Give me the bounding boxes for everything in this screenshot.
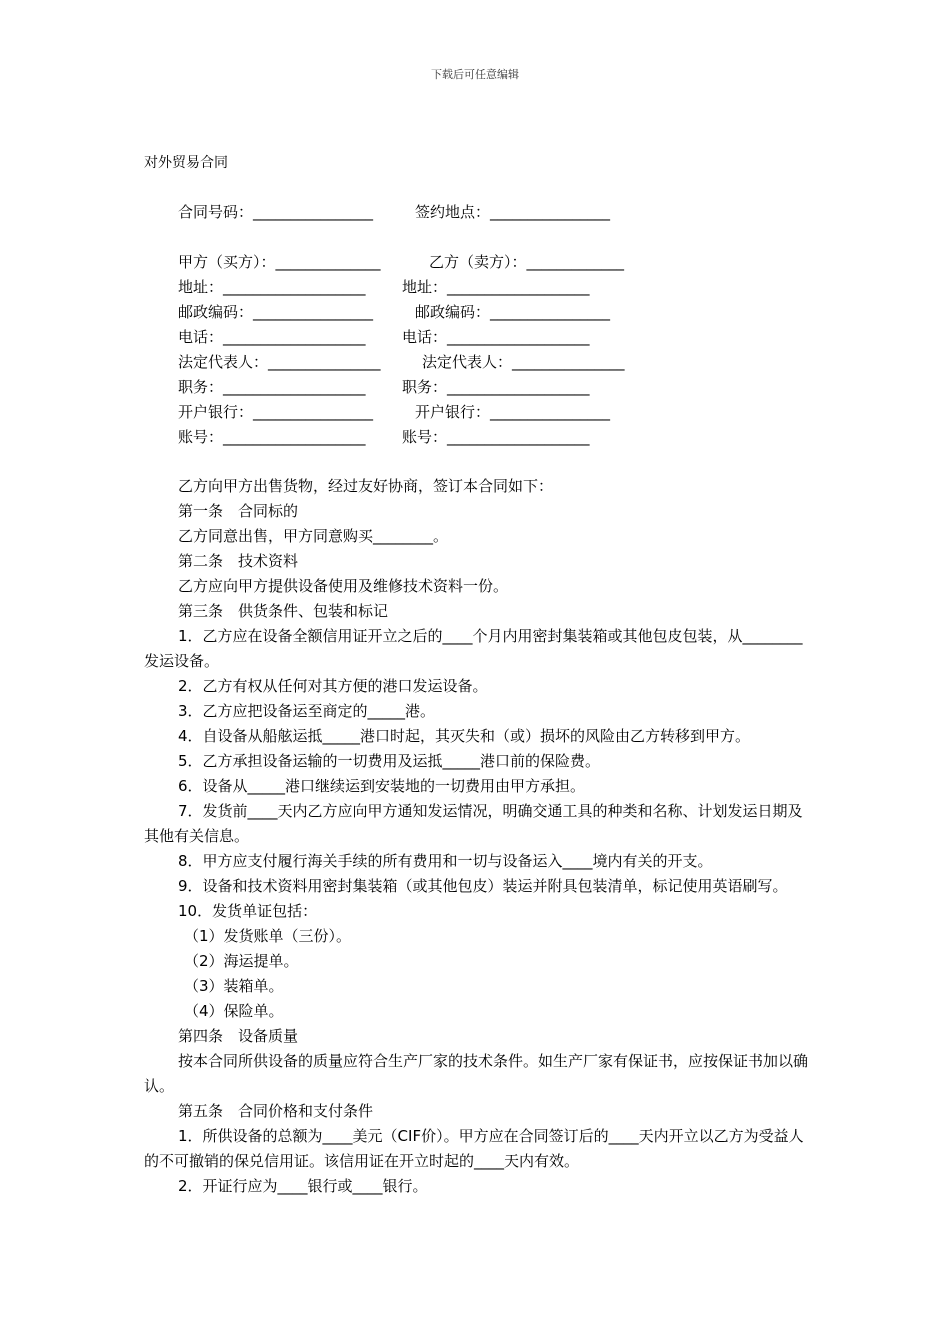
contract-paragraph: 3．乙方应把设备运至商定的_____港。 bbox=[178, 702, 436, 720]
party-row bbox=[144, 350, 810, 375]
contract-number-field: 合同号码：________________ bbox=[178, 203, 374, 221]
party-row bbox=[144, 300, 810, 325]
contract-paragraph: 9．设备和技术资料用密封集装箱（或其他包皮）装运并附具包装清单，标记使用英语刷写。 bbox=[178, 877, 788, 895]
contract-body bbox=[144, 474, 810, 1199]
seller-field: 职务：___________________ bbox=[402, 378, 590, 396]
buyer-field: 职务：___________________ bbox=[178, 378, 366, 396]
buyer-field: 电话：___________________ bbox=[178, 328, 366, 346]
contract-paragraph: 1．所供设备的总额为____美元（CIF价）。甲方应在合同签订后的____天内开立以乙方为受益人的不可撤销的保兑信用证。该信用证在开立时起的____天内有效。 bbox=[144, 1127, 804, 1170]
document-title: 对外贸易合同 bbox=[144, 155, 228, 171]
page-header-note: 下载后可任意编辑 bbox=[431, 68, 519, 81]
contract-paragraph: 第一条 合同标的 bbox=[178, 502, 299, 520]
buyer-field: 地址：___________________ bbox=[178, 278, 366, 296]
party-row bbox=[144, 425, 810, 450]
contract-paragraph: 1．乙方应在设备全额信用证开立之后的____个月内用密封集装箱或其他包皮包装，从________发运设备。 bbox=[144, 627, 803, 670]
seller-field: 开户银行：________________ bbox=[415, 403, 611, 421]
contract-paragraph: 2．乙方有权从任何对其方便的港口发运设备。 bbox=[178, 677, 488, 695]
seller-field: 账号：___________________ bbox=[402, 428, 590, 446]
buyer-field: 账号：___________________ bbox=[178, 428, 366, 446]
seller-field: 邮政编码：________________ bbox=[415, 303, 611, 321]
contract-paragraph: 第四条 设备质量 bbox=[178, 1027, 299, 1045]
buyer-field: 开户银行：________________ bbox=[178, 403, 374, 421]
contract-paragraph: 10．发货单证包括： bbox=[178, 902, 318, 920]
contract-paragraph: 5．乙方承担设备运输的一切费用及运抵_____港口前的保险费。 bbox=[178, 752, 601, 770]
contract-paragraph: 7．发货前____天内乙方应向甲方通知发运情况，明确交通工具的种类和名称、计划发运日期及其他有关信息。 bbox=[144, 802, 803, 845]
party-row bbox=[144, 375, 810, 400]
buyer-field: 甲方（买方）：______________ bbox=[178, 253, 381, 271]
contract-paragraph: 4．自设备从船舷运抵_____港口时起，其灭失和（或）损坏的风险由乙方转移到甲方。 bbox=[178, 727, 751, 745]
party-row bbox=[144, 250, 810, 275]
seller-field: 乙方（卖方）：_____________ bbox=[429, 253, 625, 271]
buyer-field: 邮政编码：________________ bbox=[178, 303, 374, 321]
seller-field: 法定代表人：_______________ bbox=[422, 353, 625, 371]
party-row bbox=[144, 400, 810, 425]
document-list-item: （2）海运提单。 bbox=[184, 952, 299, 970]
seller-field: 电话：___________________ bbox=[402, 328, 590, 346]
buyer-field: 法定代表人：_______________ bbox=[178, 353, 381, 371]
seller-field: 地址：___________________ bbox=[402, 278, 590, 296]
document-list-item: （1）发货账单（三份）。 bbox=[184, 927, 352, 945]
contract-paragraph: 第三条 供货条件、包装和标记 bbox=[178, 602, 389, 620]
contract-paragraph: 乙方向甲方出售货物，经过友好协商，签订本合同如下： bbox=[178, 477, 554, 495]
contract-paragraph: 第五条 合同价格和支付条件 bbox=[178, 1102, 374, 1120]
party-row bbox=[144, 325, 810, 350]
contract-paragraph: 6．设备从_____港口继续运到安装地的一切费用由甲方承担。 bbox=[178, 777, 586, 795]
contract-paragraph: 乙方应向甲方提供设备使用及维修技术资料一份。 bbox=[178, 577, 509, 595]
sign-place-field: 签约地点：________________ bbox=[415, 203, 611, 221]
document-list-item: （4）保险单。 bbox=[184, 1002, 284, 1020]
party-row bbox=[144, 275, 810, 300]
contract-paragraph: 按本合同所供设备的质量应符合生产厂家的技术条件。如生产厂家有保证书，应按保证书加以确认。 bbox=[144, 1052, 809, 1095]
contract-paragraph: 乙方同意出售，甲方同意购买________。 bbox=[178, 527, 449, 545]
party-info-table bbox=[144, 250, 810, 450]
contract-paragraph: 第二条 技术资料 bbox=[178, 552, 299, 570]
contract-paragraph: 2．开证行应为____银行或____银行。 bbox=[178, 1177, 428, 1195]
document-list-item: （3）装箱单。 bbox=[184, 977, 284, 995]
contract-paragraph: 8．甲方应支付履行海关手续的所有费用和一切与设备运入____境内有关的开支。 bbox=[178, 852, 713, 870]
